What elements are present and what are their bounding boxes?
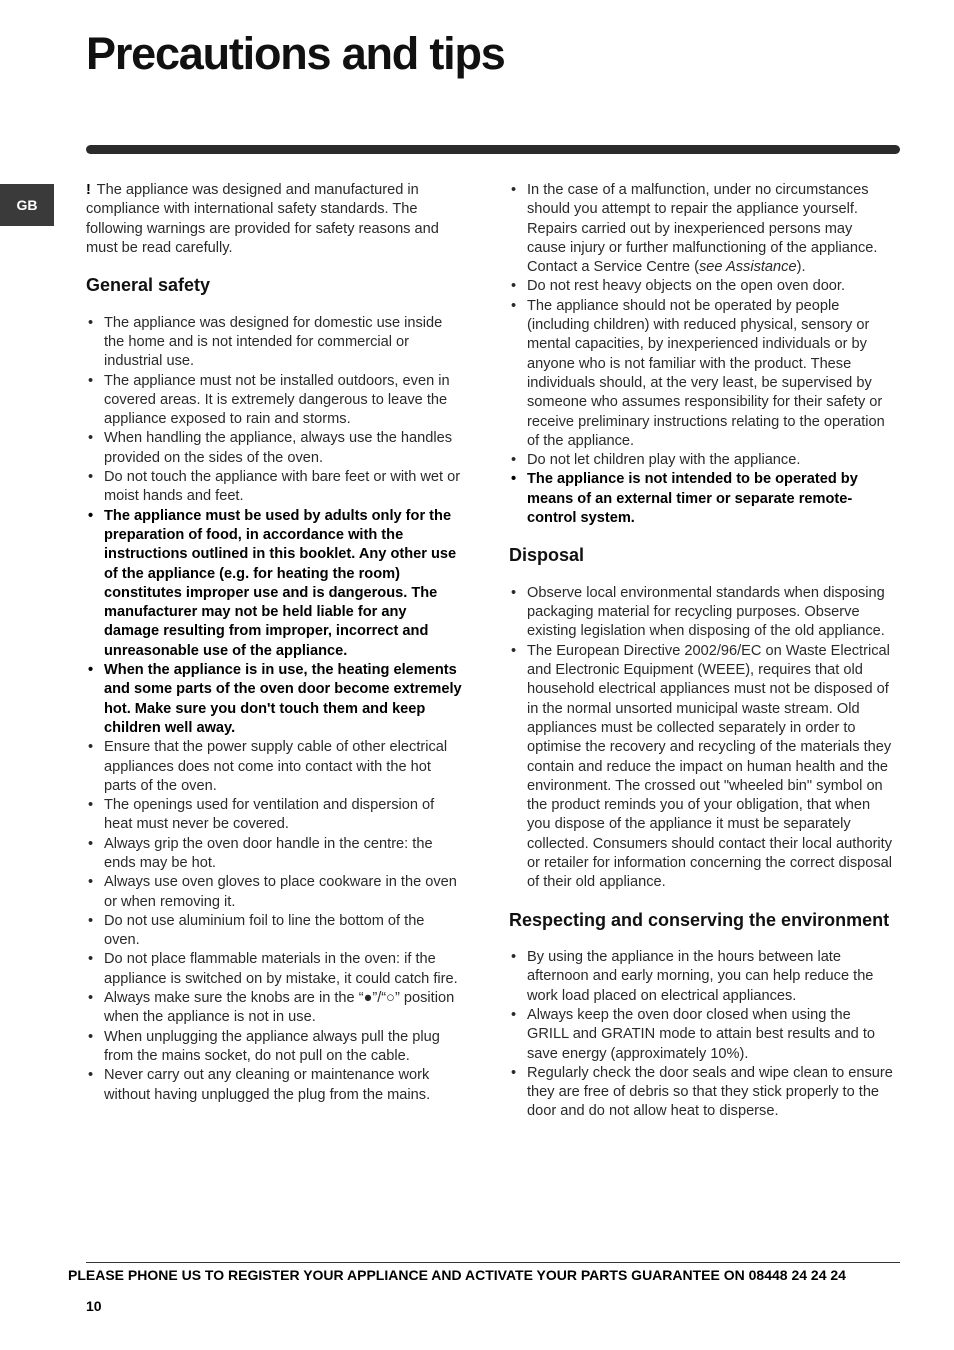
list-item: • Do not use aluminium foil to line the bottom of the oven. bbox=[86, 912, 462, 951]
general-safety-heading: General safety bbox=[86, 275, 211, 296]
list-item: • Observe local environmental standards when disposing packaging material for recycling purposes. Observe existing legislation when disposing of the old appliance. bbox=[509, 584, 893, 642]
warning-mark: ! bbox=[86, 182, 91, 198]
list-item: • When handling the appliance, always use the handles provided on the sides of the oven. bbox=[86, 429, 462, 468]
list-item: • When unplugging the appliance always pull the plug from the mains socket, do not pull on the cable. bbox=[86, 1028, 462, 1067]
list-item: • Always make sure the knobs are in the “●”/“○” position when the appliance is not in use. bbox=[86, 989, 462, 1028]
list-item: • The appliance must be used by adults only for the preparation of food, in accordance with the instructions outlined in this booklet. Any other use of the appliance (e.g. for heating the room) constitutes improper use and is dangerous. The manufacturer may not be held liable for any damage resulting from improper, incorrect and unreasonable use of the appliance. bbox=[86, 507, 462, 661]
malfunction-text: In the case of a malfunction, under no circumstances should you attempt to repair the appliance yourself. Repairs carried out by inexperienced persons may cause injury or further malfunctioning of the appliance. Contact a Service Centre ( bbox=[527, 182, 878, 276]
disposal-heading: Disposal bbox=[509, 545, 585, 566]
list-item: • Do not let children play with the appliance. bbox=[509, 451, 893, 470]
safety-list-continued bbox=[509, 181, 893, 528]
intro-text: The appliance was designed and manufactured in compliance with international safety standards. The following warnings are provided for safety reasons and must be read carefully. bbox=[86, 182, 439, 256]
environment-heading: Respecting and conserving the environment bbox=[509, 909, 890, 930]
right-column bbox=[509, 181, 893, 1122]
malfunction-text-end: ). bbox=[796, 259, 806, 276]
page-number: 10 bbox=[86, 1298, 102, 1314]
page-title: Precautions and tips bbox=[86, 28, 505, 79]
list-item: • Always grip the oven door handle in the centre: the ends may be hot. bbox=[86, 835, 462, 874]
list-item: • The openings used for ventilation and dispersion of heat must never be covered. bbox=[86, 796, 462, 835]
list-item: • Regularly check the door seals and wipe clean to ensure they are free of debris so that they stick properly to the door and do not allow heat to disperse. bbox=[509, 1064, 893, 1122]
list-item: • The appliance should not be operated by people (including children) with reduced physical, sensory or mental capacities, by inexperienced individuals or by anyone who is not familiar with the product. These individuals should, at the very least, be supervised by someone who assumes responsibility for their safety or receive preliminary instructions relating to the operation of the appliance. bbox=[509, 297, 893, 451]
list-item: • Always use oven gloves to place cookware in the oven or when removing it. bbox=[86, 873, 462, 912]
general-safety-list bbox=[86, 314, 462, 1105]
list-item: • The appliance is not intended to be operated by means of an external timer or separate remote-control system. bbox=[509, 470, 893, 528]
list-item: • When the appliance is in use, the heating elements and some parts of the oven door become extremely hot. Make sure you don't touch them and keep children well away. bbox=[86, 661, 462, 738]
list-item: • By using the appliance in the hours between late afternoon and early morning, you can help reduce the work load placed on electrical appliances. bbox=[509, 948, 893, 1006]
list-item: • Do not touch the appliance with bare feet or with wet or moist hands and feet. bbox=[86, 468, 462, 507]
list-item: • Always keep the oven door closed when using the GRILL and GRATIN mode to attain best results and to save energy (approximately 10%). bbox=[509, 1006, 893, 1064]
language-tab: GB bbox=[0, 184, 54, 226]
list-item: • Never carry out any cleaning or maintenance work without having unplugged the plug from the mains. bbox=[86, 1066, 462, 1105]
list-item bbox=[509, 181, 893, 277]
list-item: • Do not rest heavy objects on the open oven door. bbox=[509, 277, 893, 296]
disposal-list bbox=[509, 584, 893, 893]
registration-notice: PLEASE PHONE US TO REGISTER YOUR APPLIANCE AND ACTIVATE YOUR PARTS GUARANTEE ON 08448 24 24 24 bbox=[68, 1267, 846, 1283]
list-item: • Do not place flammable materials in the oven: if the appliance is switched on by mistake, it could catch fire. bbox=[86, 950, 462, 989]
title-divider bbox=[86, 145, 900, 154]
left-column bbox=[86, 181, 462, 1105]
intro-paragraph bbox=[86, 181, 462, 258]
footer-divider bbox=[86, 1262, 900, 1263]
list-item: • The appliance must not be installed outdoors, even in covered areas. It is extremely dangerous to leave the appliance exposed to rain and storms. bbox=[86, 372, 462, 430]
list-item: • The European Directive 2002/96/EC on Waste Electrical and Electronic Equipment (WEEE), requires that old household electrical appliances must not be disposed of in the normal unsorted municipal waste stream. Old appliances must be collected separately in order to optimise the recovery and recycling of the materials they contain and reduce the impact on human health and the environment. The crossed out "wheeled bin" symbol on the product reminds you of your obligation, that when you dispose of the appliance it must be separately collected. Consumers should contact their local authority or retailer for information concerning the correct disposal of their old appliance. bbox=[509, 642, 893, 893]
environment-list bbox=[509, 948, 893, 1122]
assistance-reference: see Assistance bbox=[698, 259, 797, 276]
list-item: • The appliance was designed for domestic use inside the home and is not intended for commercial or industrial use. bbox=[86, 314, 462, 372]
list-item: • Ensure that the power supply cable of other electrical appliances does not come into contact with the hot parts of the oven. bbox=[86, 738, 462, 796]
